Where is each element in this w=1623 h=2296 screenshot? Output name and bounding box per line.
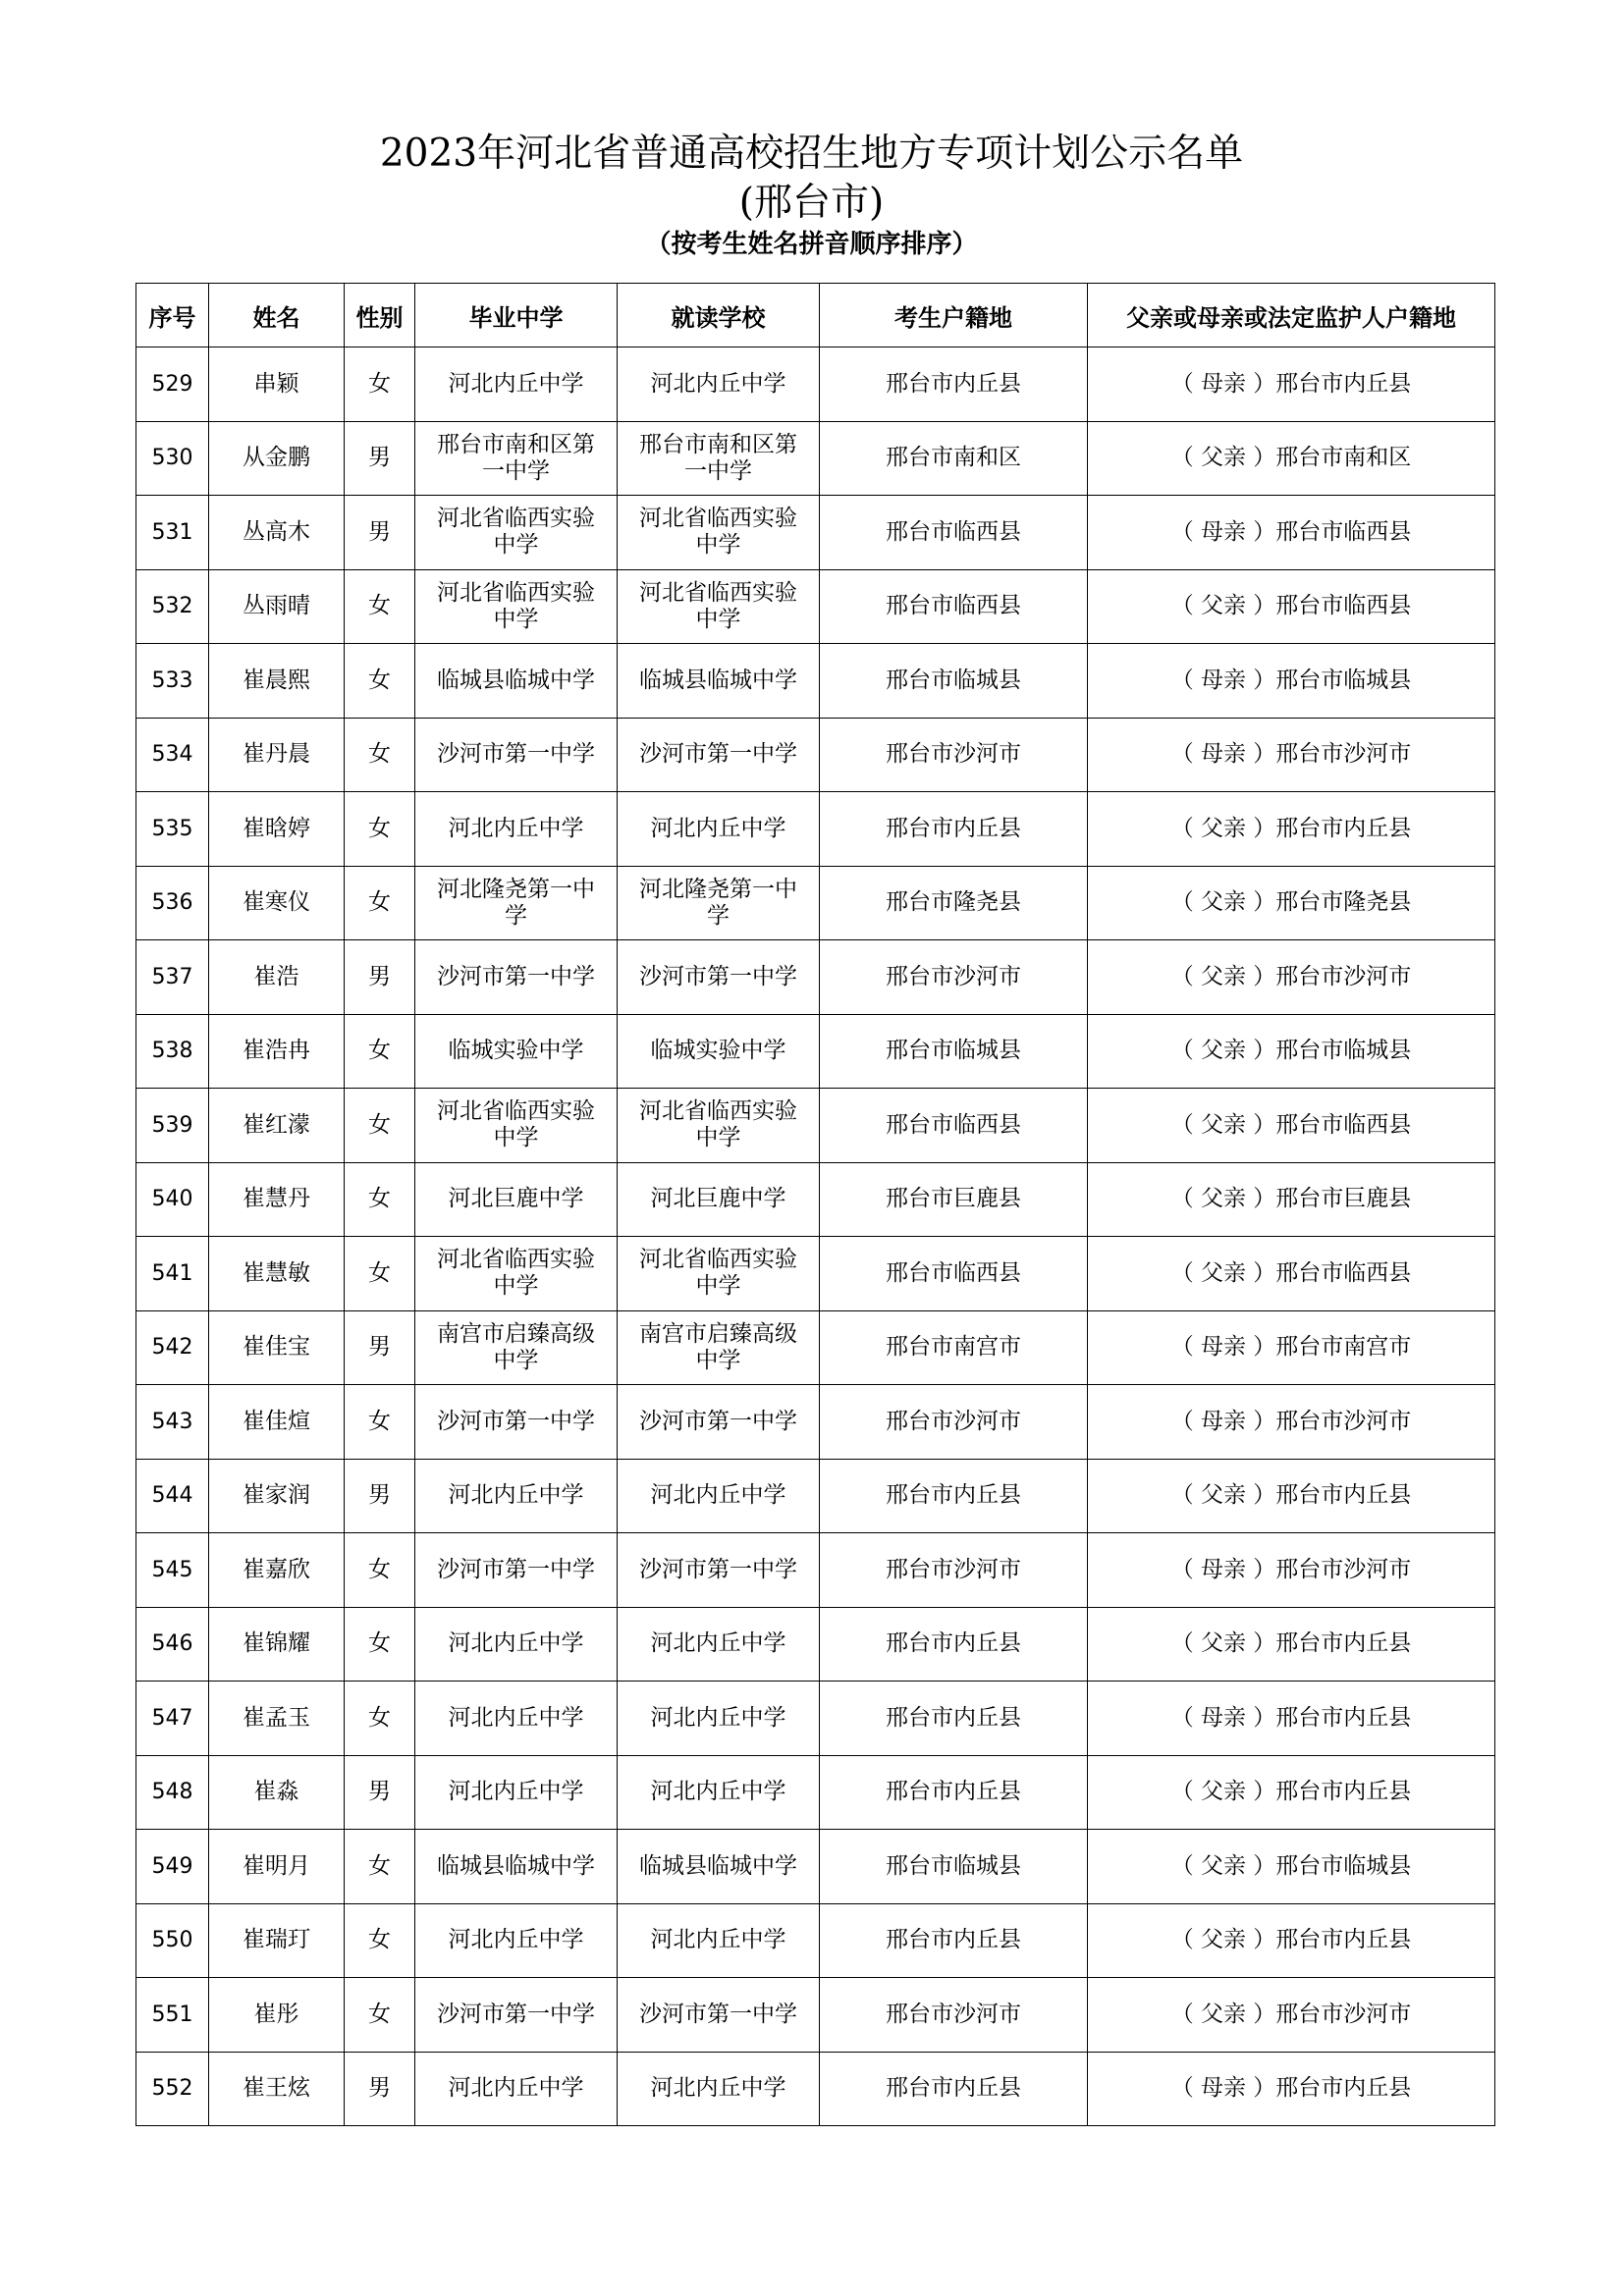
- cell-grad-school: 河北内丘中学: [415, 347, 618, 422]
- cell-gender: 女: [345, 866, 415, 940]
- cell-name: 崔丹晨: [209, 718, 345, 792]
- cell-name: 崔慧丹: [209, 1162, 345, 1237]
- cell-name: 崔浩冉: [209, 1014, 345, 1089]
- cell-guardian: （ 父亲 ）邢台市隆尧县: [1088, 866, 1495, 940]
- cell-study-school: 沙河市第一中学: [618, 1533, 820, 1608]
- cell-gender: 女: [345, 569, 415, 644]
- cell-no: 538: [136, 1014, 209, 1089]
- sort-note: （按考生姓名拼音顺序排序）: [645, 230, 978, 259]
- cell-name: 丛雨晴: [209, 569, 345, 644]
- cell-guardian: （ 母亲 ）邢台市沙河市: [1088, 718, 1495, 792]
- cell-gender: 男: [345, 940, 415, 1015]
- table-row: [136, 1237, 1495, 1311]
- cell-hukou: 邢台市南宫市: [820, 1310, 1088, 1385]
- cell-no: 549: [136, 1830, 209, 1904]
- table-row: [136, 1755, 1495, 1830]
- cell-gender: 女: [345, 644, 415, 719]
- cell-guardian: （ 父亲 ）邢台市南和区: [1088, 421, 1495, 496]
- cell-hukou: 邢台市内丘县: [820, 1903, 1088, 1978]
- header-hukou: 考生户籍地: [820, 284, 1088, 347]
- table-row: [136, 792, 1495, 867]
- cell-gender: 男: [345, 1310, 415, 1385]
- cell-hukou: 邢台市沙河市: [820, 940, 1088, 1015]
- cell-name: 崔锦耀: [209, 1607, 345, 1682]
- cell-name: 崔佳宝: [209, 1310, 345, 1385]
- cell-no: 542: [136, 1310, 209, 1385]
- cell-hukou: 邢台市临城县: [820, 644, 1088, 719]
- cell-gender: 男: [345, 1755, 415, 1830]
- cell-no: 545: [136, 1533, 209, 1608]
- cell-hukou: 邢台市巨鹿县: [820, 1162, 1088, 1237]
- table-header-row: [136, 284, 1495, 347]
- table-row: [136, 940, 1495, 1015]
- cell-name: 崔晨熙: [209, 644, 345, 719]
- cell-study-school: 河北巨鹿中学: [618, 1162, 820, 1237]
- cell-study-school: 临城县临城中学: [618, 644, 820, 719]
- cell-no: 532: [136, 569, 209, 644]
- table-row: [136, 1830, 1495, 1904]
- cell-study-school: 河北内丘中学: [618, 1682, 820, 1756]
- cell-name: 从金鹏: [209, 421, 345, 496]
- cell-grad-school: 河北内丘中学: [415, 2052, 618, 2126]
- cell-name: 丛高木: [209, 496, 345, 570]
- cell-study-school: 邢台市南和区第一中学: [618, 421, 820, 496]
- cell-no: 543: [136, 1385, 209, 1460]
- cell-name: 崔红濛: [209, 1089, 345, 1163]
- cell-grad-school: 河北内丘中学: [415, 792, 618, 867]
- cell-hukou: 邢台市内丘县: [820, 347, 1088, 422]
- cell-gender: 男: [345, 2052, 415, 2126]
- cell-guardian: （ 母亲 ）邢台市内丘县: [1088, 1682, 1495, 1756]
- cell-gender: 女: [345, 1607, 415, 1682]
- table-body: [136, 347, 1495, 2126]
- cell-hukou: 邢台市临西县: [820, 1237, 1088, 1311]
- cell-gender: 女: [345, 1830, 415, 1904]
- table-row: [136, 1978, 1495, 2053]
- cell-grad-school: 邢台市南和区第一中学: [415, 421, 618, 496]
- table-row: [136, 1089, 1495, 1163]
- cell-gender: 女: [345, 792, 415, 867]
- header-no: 序号: [136, 284, 209, 347]
- cell-gender: 女: [345, 1682, 415, 1756]
- cell-hukou: 邢台市沙河市: [820, 1385, 1088, 1460]
- table-row: [136, 1903, 1495, 1978]
- cell-no: 548: [136, 1755, 209, 1830]
- cell-guardian: （ 母亲 ）邢台市内丘县: [1088, 347, 1495, 422]
- cell-gender: 女: [345, 1385, 415, 1460]
- cell-study-school: 南宫市启臻高级中学: [618, 1310, 820, 1385]
- header-name: 姓名: [209, 284, 345, 347]
- cell-study-school: 河北内丘中学: [618, 1903, 820, 1978]
- cell-study-school: 河北省临西实验中学: [618, 1089, 820, 1163]
- cell-gender: 女: [345, 1162, 415, 1237]
- cell-hukou: 邢台市内丘县: [820, 1459, 1088, 1533]
- table-row: [136, 644, 1495, 719]
- cell-grad-school: 沙河市第一中学: [415, 1978, 618, 2053]
- table-row: [136, 866, 1495, 940]
- cell-gender: 女: [345, 1237, 415, 1311]
- cell-no: 533: [136, 644, 209, 719]
- table-row: [136, 2052, 1495, 2126]
- cell-hukou: 邢台市内丘县: [820, 2052, 1088, 2126]
- cell-study-school: 河北隆尧第一中学: [618, 866, 820, 940]
- cell-grad-school: 河北省临西实验中学: [415, 1089, 618, 1163]
- header-guardian: 父亲或母亲或法定监护人户籍地: [1088, 284, 1495, 347]
- cell-name: 崔孟玉: [209, 1682, 345, 1756]
- cell-no: 535: [136, 792, 209, 867]
- table-row: [136, 1459, 1495, 1533]
- cell-no: 530: [136, 421, 209, 496]
- cell-guardian: （ 母亲 ）邢台市临城县: [1088, 644, 1495, 719]
- cell-guardian: （ 父亲 ）邢台市内丘县: [1088, 1755, 1495, 1830]
- cell-study-school: 河北内丘中学: [618, 2052, 820, 2126]
- cell-guardian: （ 母亲 ）邢台市南宫市: [1088, 1310, 1495, 1385]
- cell-study-school: 河北内丘中学: [618, 1459, 820, 1533]
- cell-name: 崔家润: [209, 1459, 345, 1533]
- cell-gender: 女: [345, 1089, 415, 1163]
- cell-name: 崔彤: [209, 1978, 345, 2053]
- cell-guardian: （ 母亲 ）邢台市临西县: [1088, 496, 1495, 570]
- cell-gender: 女: [345, 1903, 415, 1978]
- cell-no: 550: [136, 1903, 209, 1978]
- cell-hukou: 邢台市临西县: [820, 569, 1088, 644]
- cell-grad-school: 河北内丘中学: [415, 1755, 618, 1830]
- cell-name: 崔佳煊: [209, 1385, 345, 1460]
- cell-no: 546: [136, 1607, 209, 1682]
- cell-name: 崔晗婷: [209, 792, 345, 867]
- cell-grad-school: 河北内丘中学: [415, 1682, 618, 1756]
- table-row: [136, 1162, 1495, 1237]
- cell-grad-school: 临城县临城中学: [415, 1830, 618, 1904]
- table-row: [136, 1014, 1495, 1089]
- document-city: (邢台市): [738, 181, 885, 225]
- cell-gender: 女: [345, 347, 415, 422]
- cell-hukou: 邢台市南和区: [820, 421, 1088, 496]
- cell-grad-school: 河北省临西实验中学: [415, 1237, 618, 1311]
- cell-no: 547: [136, 1682, 209, 1756]
- cell-guardian: （ 父亲 ）邢台市巨鹿县: [1088, 1162, 1495, 1237]
- cell-hukou: 邢台市内丘县: [820, 1607, 1088, 1682]
- cell-hukou: 邢台市临西县: [820, 496, 1088, 570]
- cell-hukou: 邢台市临城县: [820, 1014, 1088, 1089]
- roster-table: [135, 283, 1495, 2126]
- cell-grad-school: 沙河市第一中学: [415, 1385, 618, 1460]
- cell-no: 551: [136, 1978, 209, 2053]
- cell-no: 534: [136, 718, 209, 792]
- cell-no: 529: [136, 347, 209, 422]
- cell-grad-school: 河北巨鹿中学: [415, 1162, 618, 1237]
- cell-guardian: （ 父亲 ）邢台市内丘县: [1088, 1459, 1495, 1533]
- cell-guardian: （ 父亲 ）邢台市内丘县: [1088, 1903, 1495, 1978]
- cell-grad-school: 河北内丘中学: [415, 1459, 618, 1533]
- cell-hukou: 邢台市沙河市: [820, 1978, 1088, 2053]
- cell-study-school: 河北内丘中学: [618, 347, 820, 422]
- cell-grad-school: 南宫市启臻高级中学: [415, 1310, 618, 1385]
- cell-guardian: （ 父亲 ）邢台市内丘县: [1088, 1607, 1495, 1682]
- cell-study-school: 沙河市第一中学: [618, 718, 820, 792]
- cell-study-school: 河北省临西实验中学: [618, 1237, 820, 1311]
- cell-grad-school: 河北隆尧第一中学: [415, 866, 618, 940]
- document-title: 2023年河北省普通高校招生地方专项计划公示名单: [379, 132, 1244, 176]
- cell-grad-school: 沙河市第一中学: [415, 1533, 618, 1608]
- table-row: [136, 718, 1495, 792]
- cell-no: 541: [136, 1237, 209, 1311]
- cell-gender: 女: [345, 1014, 415, 1089]
- cell-hukou: 邢台市隆尧县: [820, 866, 1088, 940]
- cell-hukou: 邢台市内丘县: [820, 792, 1088, 867]
- cell-no: 531: [136, 496, 209, 570]
- table-row: [136, 1682, 1495, 1756]
- table-row: [136, 569, 1495, 644]
- cell-study-school: 沙河市第一中学: [618, 1385, 820, 1460]
- header-grad-school: 毕业中学: [415, 284, 618, 347]
- table-row: [136, 347, 1495, 422]
- cell-study-school: 河北省临西实验中学: [618, 496, 820, 570]
- cell-name: 崔浩: [209, 940, 345, 1015]
- cell-study-school: 临城县临城中学: [618, 1830, 820, 1904]
- cell-gender: 男: [345, 1459, 415, 1533]
- cell-study-school: 河北内丘中学: [618, 1755, 820, 1830]
- cell-hukou: 邢台市内丘县: [820, 1755, 1088, 1830]
- cell-hukou: 邢台市沙河市: [820, 718, 1088, 792]
- table-row: [136, 1385, 1495, 1460]
- cell-grad-school: 河北内丘中学: [415, 1607, 618, 1682]
- cell-guardian: （ 父亲 ）邢台市内丘县: [1088, 792, 1495, 867]
- cell-no: 539: [136, 1089, 209, 1163]
- table-row: [136, 1533, 1495, 1608]
- cell-guardian: （ 父亲 ）邢台市临西县: [1088, 569, 1495, 644]
- cell-no: 537: [136, 940, 209, 1015]
- cell-guardian: （ 父亲 ）邢台市临西县: [1088, 1237, 1495, 1311]
- cell-gender: 女: [345, 1533, 415, 1608]
- table-row: [136, 496, 1495, 570]
- cell-grad-school: 河北省临西实验中学: [415, 569, 618, 644]
- cell-name: 崔嘉欣: [209, 1533, 345, 1608]
- cell-name: 崔瑞玎: [209, 1903, 345, 1978]
- cell-name: 崔淼: [209, 1755, 345, 1830]
- cell-gender: 男: [345, 421, 415, 496]
- cell-study-school: 河北内丘中学: [618, 792, 820, 867]
- cell-hukou: 邢台市沙河市: [820, 1533, 1088, 1608]
- cell-study-school: 沙河市第一中学: [618, 940, 820, 1015]
- cell-guardian: （ 父亲 ）邢台市沙河市: [1088, 1978, 1495, 2053]
- cell-no: 544: [136, 1459, 209, 1533]
- cell-guardian: （ 母亲 ）邢台市内丘县: [1088, 2052, 1495, 2126]
- cell-guardian: （ 父亲 ）邢台市临城县: [1088, 1014, 1495, 1089]
- cell-gender: 女: [345, 1978, 415, 2053]
- cell-guardian: （ 父亲 ）邢台市临城县: [1088, 1830, 1495, 1904]
- table-row: [136, 421, 1495, 496]
- cell-guardian: （ 父亲 ）邢台市沙河市: [1088, 940, 1495, 1015]
- cell-study-school: 河北内丘中学: [618, 1607, 820, 1682]
- cell-grad-school: 河北省临西实验中学: [415, 496, 618, 570]
- cell-name: 串颖: [209, 347, 345, 422]
- cell-grad-school: 河北内丘中学: [415, 1903, 618, 1978]
- cell-gender: 女: [345, 718, 415, 792]
- cell-study-school: 临城实验中学: [618, 1014, 820, 1089]
- table-row: [136, 1310, 1495, 1385]
- cell-name: 崔王炫: [209, 2052, 345, 2126]
- cell-grad-school: 沙河市第一中学: [415, 940, 618, 1015]
- table-row: [136, 1607, 1495, 1682]
- cell-name: 崔明月: [209, 1830, 345, 1904]
- cell-study-school: 沙河市第一中学: [618, 1978, 820, 2053]
- cell-grad-school: 临城实验中学: [415, 1014, 618, 1089]
- header-study-school: 就读学校: [618, 284, 820, 347]
- cell-grad-school: 沙河市第一中学: [415, 718, 618, 792]
- cell-hukou: 邢台市临西县: [820, 1089, 1088, 1163]
- cell-no: 540: [136, 1162, 209, 1237]
- cell-guardian: （ 父亲 ）邢台市临西县: [1088, 1089, 1495, 1163]
- cell-name: 崔寒仪: [209, 866, 345, 940]
- cell-hukou: 邢台市内丘县: [820, 1682, 1088, 1756]
- cell-gender: 男: [345, 496, 415, 570]
- cell-study-school: 河北省临西实验中学: [618, 569, 820, 644]
- cell-guardian: （ 母亲 ）邢台市沙河市: [1088, 1533, 1495, 1608]
- cell-hukou: 邢台市临城县: [820, 1830, 1088, 1904]
- cell-no: 536: [136, 866, 209, 940]
- cell-grad-school: 临城县临城中学: [415, 644, 618, 719]
- cell-guardian: （ 母亲 ）邢台市沙河市: [1088, 1385, 1495, 1460]
- cell-no: 552: [136, 2052, 209, 2126]
- cell-name: 崔慧敏: [209, 1237, 345, 1311]
- header-gender: 性别: [345, 284, 415, 347]
